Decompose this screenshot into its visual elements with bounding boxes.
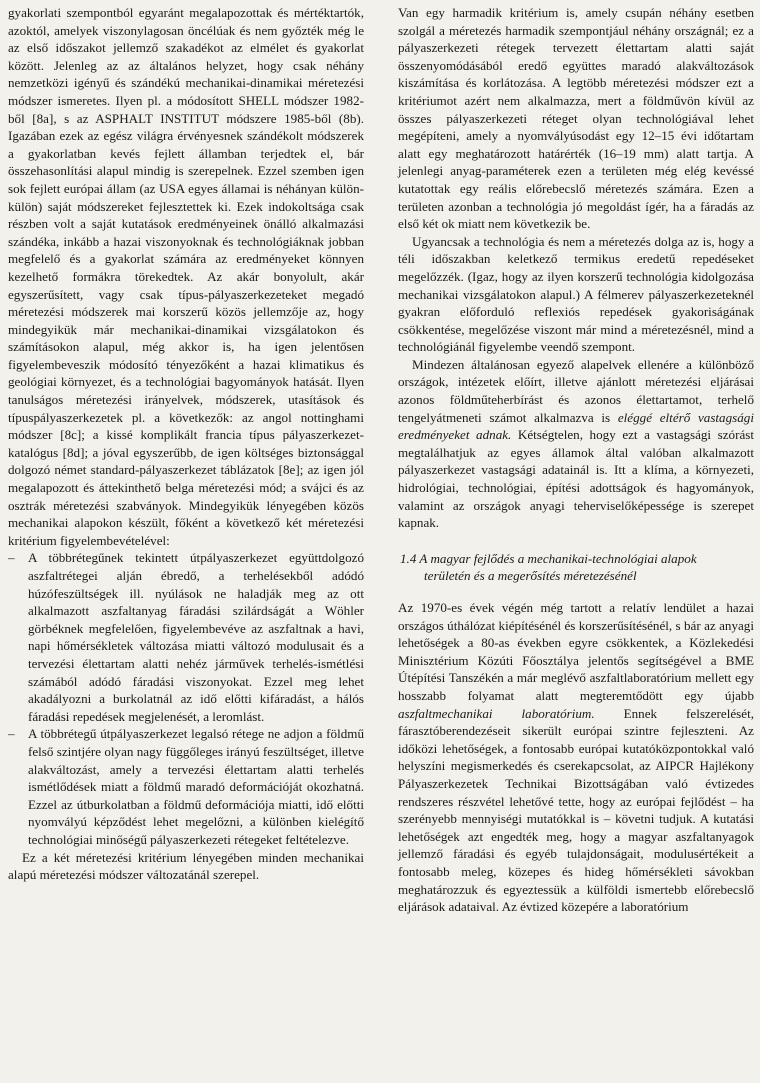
left-paragraph-end: Ez a két méretezési kritérium lényegében minden mechanikai alapú méretezési módszer változatánál szerepel. (8, 849, 364, 883)
left-paragraph-1: gyakorlati szempontból egyaránt megalapozottak és mértéktartók, azoktól, amelyek viszonylagosan öncélúak és nem győzték még le az első időszakot jellemző szakadékot az elmélet és gyakorlat között. Jelenleg az az általános helyzet, hogy csak néhány nemzetközi igényű és szándékú mechanikai-dinamikai méretezési módszer ismeretes. Ilyen pl. a módosított SHELL módszer 1982-ből [8a], s az ASPHALT INSTITUT módszere 1985-ből (8b). Igazában ezek az egész világra érvényesnek szándékolt módszerek a gyakorlatban kevés fejlett államban terjedtek el, bár összehasonlítási alapul mindig is szerepelnek. Ezzel szemben igen sok fejlett európai állam (az USA egyes államai is néhányan külön-külön) saját módszereket fejlesztettek ki. Ezek indokoltsága csak részben volt a saját kutatások eredményeinek önálló alkalmazási szándéka, inkább a hazai viszonyoknak és technológiáknak jobban megfelelő és a gyakorlat számára az eredményeket könnyen kezelhető formákra törekedtek. Az akár bonyolult, akár egyszerűsített, vagy csak típus-pályaszerkezeteket megadó méretezési módszerek mai korszerű közös jellemzője az, hogy mindegyikük már mechanikai-dinamikai vizsgálatokon és számításokon alapul, még akkor is, ha igen jelentősen figyelembeveszik módosító tényezőként a hazai klimatikus és geológiai környezet, és a technológiai bagyományok hatását. Ilyen tanulságos méretezési irányelvek, módszerek, utasítások és típuspályaszerkezetek pl. a következők: az angol nottinghami módszer [8c]; a kissé komplikált francia típus pályaszerkezet-katalógus [8d]; a jóval egyszerűbb, de igen költséges biztonsággal dolgozó német standard-pályaszerkezet táblázatok [8e]; az igen jól megalapozott és áttekinthető belga méretezési mód; a svájci és az osztrák méretezési szabványok. Mindegyikük lényegében közös mechanikai alapokon készült, főként a következő két méretezési kritérium figyelembevételével: (8, 5, 364, 548)
criterion-1-item (8, 549, 364, 725)
right-paragraph-1: Van egy harmadik kritérium is, amely csupán néhány esetben szolgál a méretezés harmadik szempontjául néhány országnál; ez a pályaszerkezeti rétegek tervezett élettartam alatti saját összenyomódásából eredő együttes maradó alakváltozások kiszámítása és korlátozása. A legtöbb méretezési módszer ezt a kritériumot azért nem alkalmazza, mert a földművön kívül az összes pályaszerkezeti réteget olyan technológiával lehet megépíteni, amely a nyomvályúsodást egy 12–15 évi időtartam alatt egy meghatározott határérték (16–19 mm) alatt tartja. A jelenlegi anyag-paraméterek ezen a területen még elég kevéssé kutatottak egy reális előrebecslő méretezés számára. Ezen a területen azonban a technológia jó megoldást ígér, ha a fáradás az első két ok miatt nem következik be. (398, 5, 754, 232)
criterion-2-text: A többrétegű útpályaszerkezet legalsó rétege ne adjon a földmű felső szintjére olyan nagy függőleges irányú feszültséget, illetve alakváltozást, amely a tervezési élettartam alatti terhelés ismétlődések miatt a földmű maradó deformációját okozhatná. Ezzel az útburkolatban a földmű deformációja miatti, idő előtti nyomvályú képződést lehet megelőzni, a különben kielégítő technológiai minőségű pályaszerkezeti rétegeket feltételezve. (28, 726, 364, 847)
para3-emphasis: eléggé eltérő vastagsági eredményeket adnak. (398, 409, 754, 443)
right-paragraph-2: Ugyancsak a technológia és nem a méretezés dolga az is, hogy a téli időszakban keletkező termikus eredetű repedéseket megelőzzék. (Igaz, hogy az ilyen korszerű technológia kidolgozása mechanikai vizsgálatokon alapul.) A félmerev pályaszerkezeteknél gyakran előforduló reflexiós repedések gyakoriságának csökkentése, megelőzése viszont már mind a méretezésnél, mind a technológiánál figyelembe veendő szempont. (398, 233, 754, 355)
bullet-dash: – (8, 726, 15, 742)
criterion-2-item (8, 725, 364, 848)
criterion-1-text: A többrétegűnek tekintett útpályaszerkezet együttdolgozó aszfaltrétegei alján ébredő, a terhelésekből adódó húzófeszültségek ill. nyúlások ne haladják meg az ott alkalmazott aszfaltanyag fáradási szilárdságát a Wöhler görbéknek megfelelően, figyelembevéve az aszfaltnak a havi, napi hőmérsékletek változása miatti változó modulusait és a tervezési élettartam alatti nehéz járművek terhelés-ismétlési számából adódó fáradási viszonyokat. Ezzel meg lehet akadályozni a burkolatnál az idő előtti kifáradást, a hálós fáradási repedések megjelenését, a leromlást. (28, 550, 364, 724)
para4-text-a: Az 1970-es évek végén még tartott a relatív lendület a hazai országos úthálózat kiépítésénél és korszerűsítésénél, s bár az anyagi lehetőségek a 80-as években egyre csökkentek, a Közlekedési Minisztérium Közúti Főosztálya jelentős segítségével a BME Útépítési Tanszékén a már meglévő aszfaltlaboratórium mellett egy hosszabb folyamat alatt megteremtődött egy újabb (398, 600, 754, 703)
para3-text-a: Mindezen általánosan egyező alapelvek ellenére a különböző országok, intézetek előírt, illetve ajánlott méretezési eljárásai azonos földműteherbírást és azonos élettartamot, terhelő tengelyátmeneti számot alkalmazva is (398, 356, 754, 425)
section-number: 1.4 (400, 550, 417, 566)
right-paragraph-4 (398, 599, 754, 916)
para4-emphasis: aszfaltmechanikai laboratórium. (398, 705, 595, 721)
bullet-dash: – (8, 550, 15, 566)
right-paragraph-3 (398, 356, 754, 532)
right-column (398, 4, 754, 916)
section-heading (398, 550, 754, 585)
para4-text-b: Ennek felszerelését, fárasztóberendezéseit sikerült európai szintre fejleszteni. Az időközi lehetőségek, a fontosabb európai kutatóközpontokkal való helyszíni megismerkedés és cserekapcsolat, az AIPCR Hajlékony Pályaszerkezetek Technikai Bizottságában való évtizedes rendszeres részvétel lehetővé tette, hogy az európai fejlődést – ha szerényebb mennyiségi mutatókkal is – követni tudjuk. A kutatási lehetőségek azt engedték meg, hogy a magyar aszfaltanyagok jellemző fáradási és egyéb tulajdonságait, modulusértékeit a fontosabb meleg, közepes és hideg hőmérsékleti sávokban meghatározzuk és egyeztessük a külföldi ismertebb előrebecslő eljárások adataival. Az évtized közepére a laboratórium (398, 705, 754, 915)
left-column (8, 4, 364, 884)
section-title-line2: területén és a megerősítés méretezésénél (424, 568, 637, 584)
para3-text-b: Kétségtelen, hogy ezt a vastagsági szórást megtalálhatjuk az egyes államok által valóban alkalmazott pályaszerkezet vastagsági adatainál is. Itt a klíma, a környezeti, hidrológiai, technológiai, építési adottságok és hagyományok, valamint az országok anyagi teherviselőképessége is szerepet kapnak. (398, 427, 754, 531)
section-title-line1: A magyar fejlődés a mechanikai-technológiai alapok (419, 550, 697, 566)
